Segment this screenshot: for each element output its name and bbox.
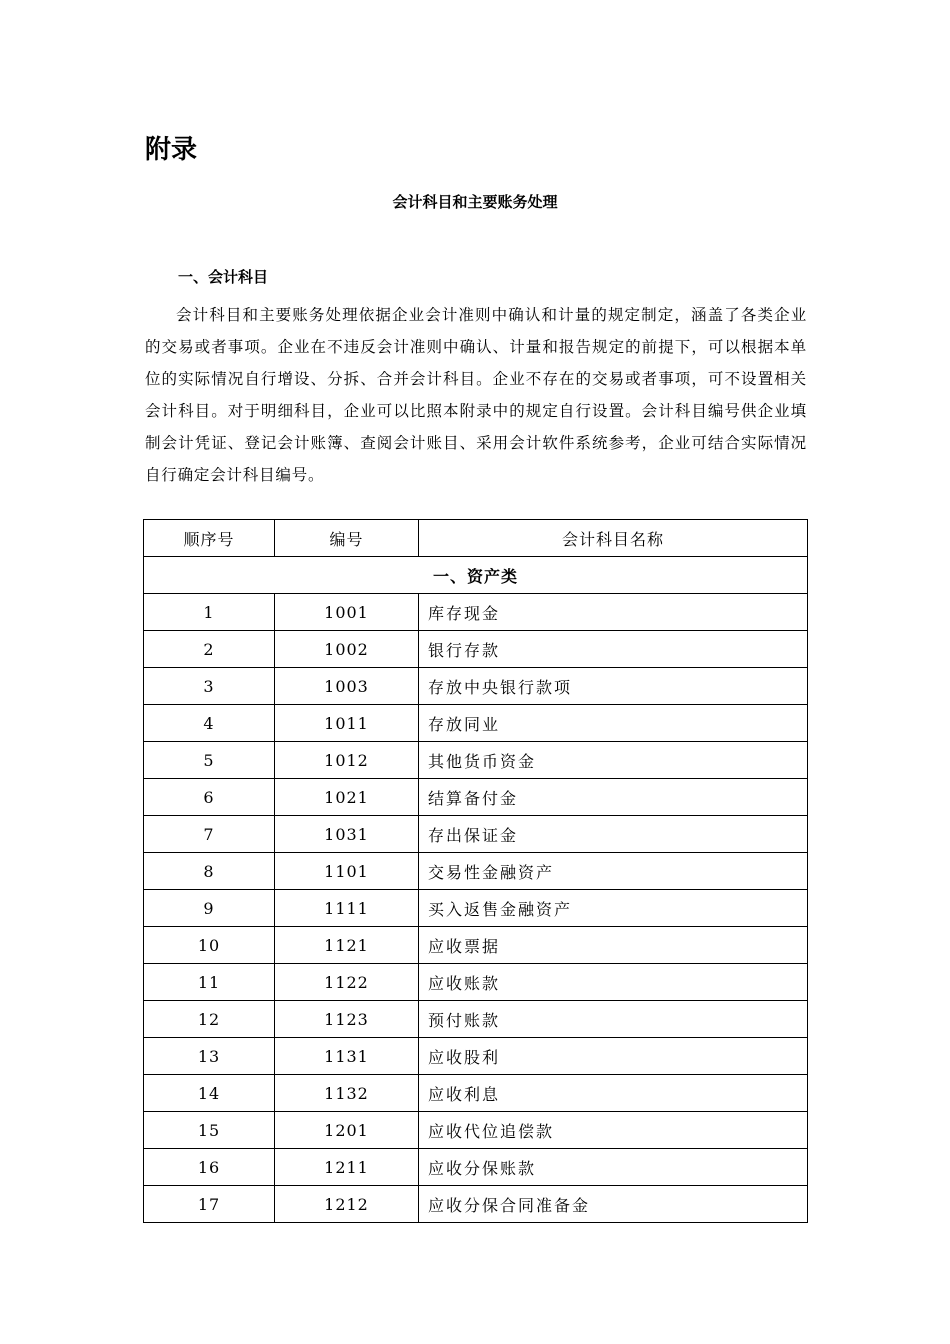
sequence-number-cell: 5 [144,742,275,779]
header-code: 编号 [275,520,419,557]
code-cell: 1003 [275,668,419,705]
table-row [144,927,808,964]
table-row [144,853,808,890]
code-cell: 1201 [275,1112,419,1149]
code-cell: 1001 [275,594,419,631]
account-name-cell: 银行存款 [419,631,808,668]
table-row [144,890,808,927]
account-name-cell: 买入返售金融资产 [419,890,808,927]
sequence-number-cell: 1 [144,594,275,631]
table-row [144,1075,808,1112]
header-account-name: 会计科目名称 [419,520,808,557]
code-cell: 1132 [275,1075,419,1112]
sequence-number-cell: 7 [144,816,275,853]
sequence-number-cell: 10 [144,927,275,964]
sequence-number-cell: 13 [144,1038,275,1075]
account-name-cell: 预付账款 [419,1001,808,1038]
table-row [144,631,808,668]
sequence-number-cell: 4 [144,705,275,742]
table-row [144,1001,808,1038]
account-name-cell: 应收票据 [419,927,808,964]
account-name-cell: 应收账款 [419,964,808,1001]
table-row [144,1186,808,1223]
account-name-cell: 其他货币资金 [419,742,808,779]
table-row [144,742,808,779]
sequence-number-cell: 2 [144,631,275,668]
code-cell: 1212 [275,1186,419,1223]
table-row [144,1149,808,1186]
sequence-number-cell: 15 [144,1112,275,1149]
code-cell: 1131 [275,1038,419,1075]
code-cell: 1012 [275,742,419,779]
header-sequence-number: 顺序号 [144,520,275,557]
table-row [144,779,808,816]
document-title: 会计科目和主要账务处理 [392,193,558,211]
account-name-cell: 存放中央银行款项 [419,668,808,705]
table-row [144,594,808,631]
category-row [144,557,808,594]
sequence-number-cell: 14 [144,1075,275,1112]
sequence-number-cell: 3 [144,668,275,705]
sequence-number-cell: 9 [144,890,275,927]
table-row [144,1112,808,1149]
table-row [144,1038,808,1075]
account-name-cell: 存出保证金 [419,816,808,853]
account-name-cell: 应收代位追偿款 [419,1112,808,1149]
account-name-cell: 结算备付金 [419,779,808,816]
code-cell: 1031 [275,816,419,853]
account-name-cell: 库存现金 [419,594,808,631]
table-row [144,705,808,742]
sequence-number-cell: 11 [144,964,275,1001]
code-cell: 1101 [275,853,419,890]
code-cell: 1122 [275,964,419,1001]
account-name-cell: 存放同业 [419,705,808,742]
code-cell: 1211 [275,1149,419,1186]
section-heading: 一、会计科目 [178,268,269,286]
table-header-row [144,520,808,557]
sequence-number-cell: 6 [144,779,275,816]
sequence-number-cell: 12 [144,1001,275,1038]
code-cell: 1121 [275,927,419,964]
sequence-number-cell: 17 [144,1186,275,1223]
table-row [144,668,808,705]
account-name-cell: 应收分保合同准备金 [419,1186,808,1223]
code-cell: 1111 [275,890,419,927]
account-name-cell: 交易性金融资产 [419,853,808,890]
sequence-number-cell: 16 [144,1149,275,1186]
table-row [144,816,808,853]
account-name-cell: 应收股利 [419,1038,808,1075]
code-cell: 1011 [275,705,419,742]
intro-paragraph: 会计科目和主要账务处理依据企业会计准则中确认和计量的规定制定，涵盖了各类企业的交易或者事项。企业在不违反会计准则中确认、计量和报告规定的前提下，可以根据本单位的实际情况自行增设、分拆、合并会计科目。企业不存在的交易或者事项，可不设置相关会计科目。对于明细科目，企业可以比照本附录中的规定自行设置。会计科目编号供企业填制会计凭证、登记会计账簿、查阅会计账目、采用会计软件系统参考，企业可结合实际情况自行确定会计科目编号。 [145,306,807,484]
code-cell: 1123 [275,1001,419,1038]
code-cell: 1021 [275,779,419,816]
accounts-table [143,519,808,1223]
code-cell: 1002 [275,631,419,668]
account-name-cell: 应收利息 [419,1075,808,1112]
category-label: 一、资产类 [144,557,808,594]
appendix-title: 附录 [145,135,198,165]
sequence-number-cell: 8 [144,853,275,890]
account-name-cell: 应收分保账款 [419,1149,808,1186]
table-row [144,964,808,1001]
